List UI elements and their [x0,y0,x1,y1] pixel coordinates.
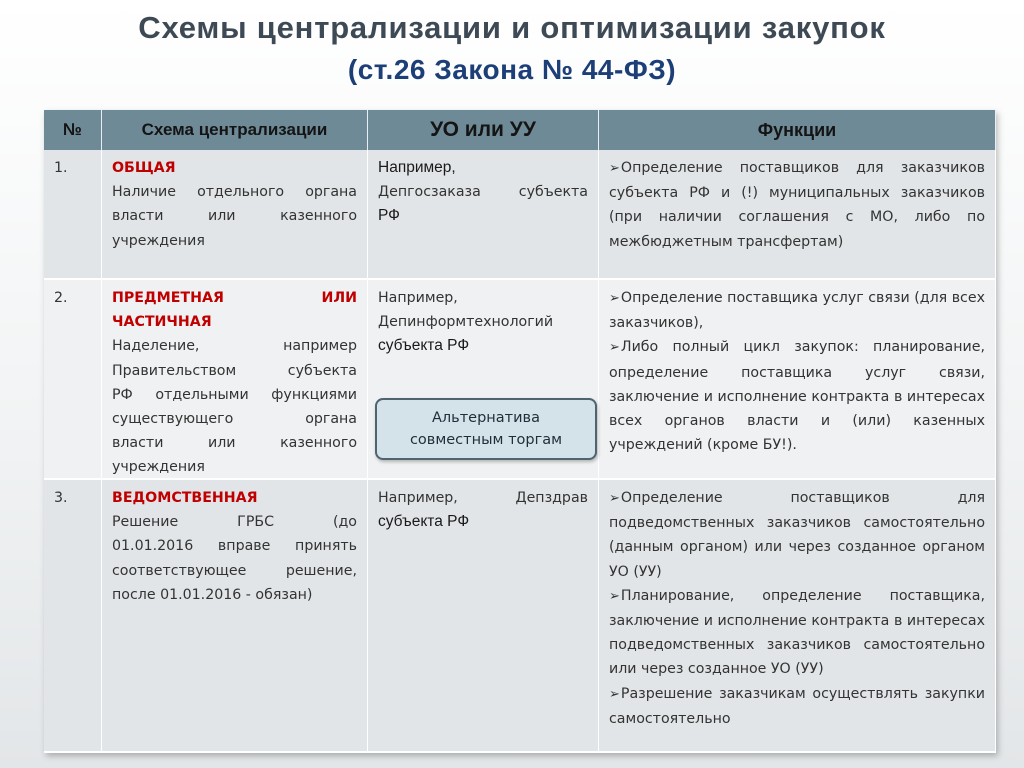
row-3-scheme-line: соответствующее решение, [112,562,357,579]
row-1-uo-line: Депгосзаказа субъекта [378,184,588,201]
checkmark-arrow-icon: ➢ [609,161,620,176]
page-subtitle: (ст.26 Закона № 44-ФЗ) [347,54,677,85]
header-functions: Функции [599,110,996,150]
row-2-scheme [102,280,368,480]
row-2-scheme-line: учреждения [112,459,205,476]
row-1-scheme-line: учреждения [112,232,205,249]
function-item: ➢Определение поставщиков для заказчиков субъекта РФ и (!) муниципальных заказчиков (при наличии соглашения с МО, либо по межбюджетным трансфертам) [609,160,985,250]
row-1-scheme-type: ОБЩАЯ [112,160,176,176]
row-3-scheme-line: 01.01.2016 вправе принять [112,538,357,555]
row-1-number: 1. [44,150,102,280]
row-3-functions [599,480,996,753]
row-2-scheme-type: ПРЕДМЕТНАЯ ИЛИ [112,290,357,306]
row-3-scheme-type: ВЕДОМСТВЕННАЯ [112,490,258,506]
checkmark-arrow-icon: ➢ [609,291,620,306]
row-1-uo [368,150,599,280]
row-1-uo-line: РФ [378,207,400,225]
row-1-functions [599,150,996,280]
row-1-scheme-line: власти или казенного [112,208,357,225]
row-3-uo-line: субъекта РФ [378,513,470,531]
row-2-functions [599,280,996,480]
function-item: ➢Планирование, определение поставщика, заключение и исполнение контракта в интересах подведомственных заказчиков самостоятельно или через созданное УО (УУ) [609,587,985,678]
row-2-uo-line: Например, [378,290,458,306]
row-2-uo-line: Депинформтехнологий [378,314,554,331]
row-2-scheme-type: ЧАСТИЧНАЯ [112,314,212,331]
checkmark-arrow-icon: ➢ [609,686,620,702]
checkmark-arrow-icon: ➢ [609,340,620,356]
row-1-scheme-line: Наличие отдельного органа [112,184,357,201]
row-2-number: 2. [44,280,102,480]
row-2-uo-line: субъекта РФ [378,337,470,355]
header-scheme: Схема централизации [102,110,368,150]
function-item: ➢Разрешение заказчикам осуществлять закупки самостоятельно [609,685,985,727]
row-3-scheme-line: Решение ГРБС (до [112,514,357,531]
function-item: ➢Определение поставщика услуг связи (для всех заказчиков), [609,290,985,332]
checkmark-arrow-icon: ➢ [609,588,620,604]
page-title: Схемы централизации и оптимизации закупок [138,10,886,45]
row-3-scheme-line: после 01.01.2016 - обязан) [112,586,313,603]
row-2-scheme-line: существующего органа [112,411,357,428]
callout-line: Альтернатива [432,410,540,426]
function-item: ➢Определение поставщиков для подведомственных заказчиков самостоятельно (данным органом) или через созданное органом УО (УУ) [609,490,985,580]
row-1-uo-line: Например, [378,159,456,176]
row-2-scheme-line: Наделение, например [112,338,357,355]
checkmark-arrow-icon: ➢ [609,491,620,506]
alternative-callout [375,398,597,460]
row-3-scheme [102,480,368,753]
row-3-number: 3. [44,480,102,753]
row-3-uo-line: Например, Депздрав [378,490,588,506]
row-1-scheme [102,150,368,280]
row-3-uo [368,480,599,753]
callout-line: совместным торгам [409,432,563,448]
header-uo-uu: УО или УУ [368,110,599,150]
row-2-scheme-line: РФ отдельными функциями [112,386,357,403]
row-2-scheme-line: власти или казенного [112,435,357,452]
function-item: ➢Либо полный цикл закупок: планирование, определение поставщика услуг связи, заключение и исполнение контракта в интересах всех органов власти и (или) казенных учреждений (кроме БУ!). [609,339,985,454]
header-number: № [44,110,102,150]
row-2-scheme-line: Правительством субъекта [112,362,357,379]
